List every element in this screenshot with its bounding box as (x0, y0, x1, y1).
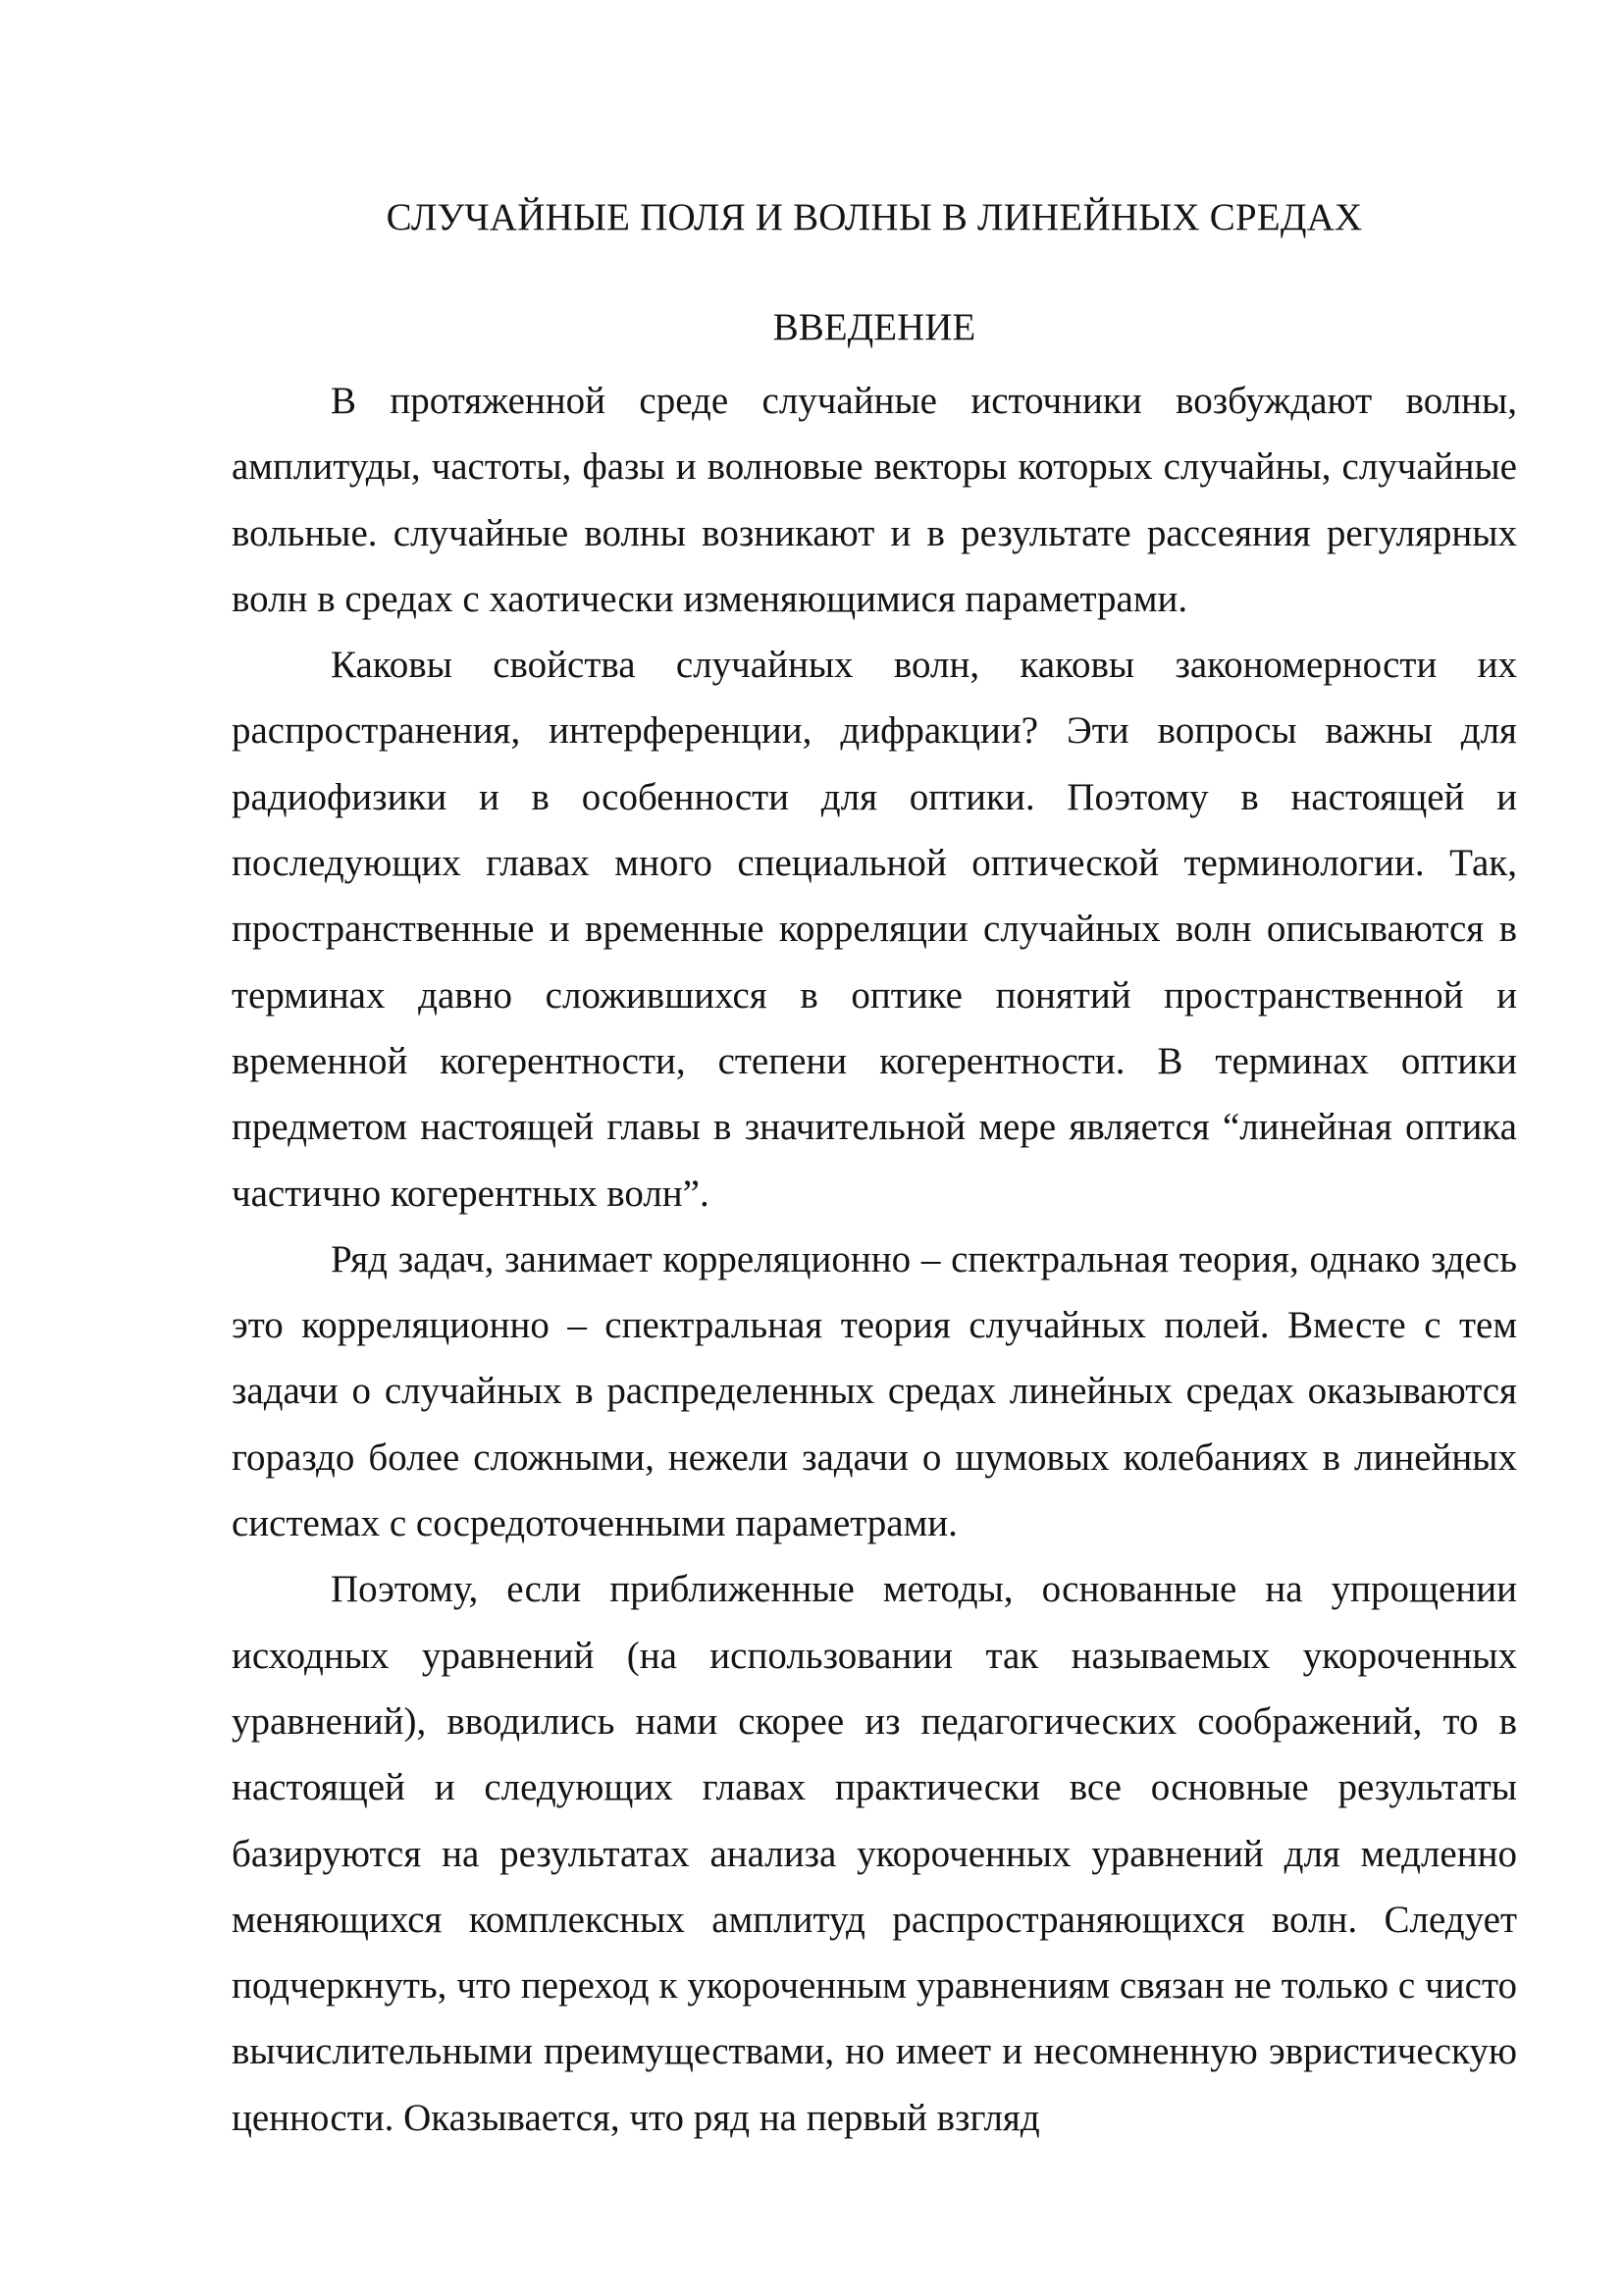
paragraph-3: Ряд задач, занимает корреляционно – спектральная теория, однако здесь это корреляционно – спектральная теория случайных полей. Вместе с тем задачи о случайных в распределенных средах линейных средах оказываются гораздо более сложными, нежели задачи о шумовых колебаниях в линейных системах с сосредоточенными параметрами. (232, 1237, 1517, 1545)
paragraph-1: В протяженной среде случайные источники возбуждают волны, амплитуды, частоты, фазы и волновые векторы которых случайны, случайные вольные. случайные волны возникают и в результате рассеяния регулярных волн в средах с хаотически изменяющимися параметрами. (232, 380, 1517, 620)
paragraph-2: Каковы свойства случайных волн, каковы закономерности их распространения, интерференции, дифракции? Эти вопросы важны для радиофизики и в особенности для оптики. Поэтому в настоящей и последующих главах много специальной оптической терминологии. Так, пространственные и временные корреляции случайных волн описываются в терминах давно сложившихся в оптике понятий пространственной и временной когерентности, степени когерентности. В терминах оптики предметом настоящей главы в значительной мере является “линейная оптика частично когерентных волн”. (232, 644, 1517, 1215)
document-title: СЛУЧАЙНЫЕ ПОЛЯ И ВОЛНЫ В ЛИНЕЙНЫХ СРЕДАХ (386, 196, 1363, 238)
paragraph-4: Поэтому, если приближенные методы, основанные на упрощении исходных уравнений (на использовании так называемых укороченных уравнений), вводились нами скорее из педагогических соображений, то в настоящей и следующих главах практически все основные результаты базируются на результатах анализа укороченных уравнений для медленно меняющихся комплексных амплитуд распространяющихся волн. Следует подчеркнуть, что переход к укороченным уравнениям связан не только с чисто вычислительными преимуществами, но имеет и несомненную эвристическую ценности. Оказывается, что ряд на первый взгляд (232, 1568, 1517, 2139)
document-body (232, 368, 1517, 2151)
section-heading: ВВЕДЕНИЕ (772, 306, 976, 348)
